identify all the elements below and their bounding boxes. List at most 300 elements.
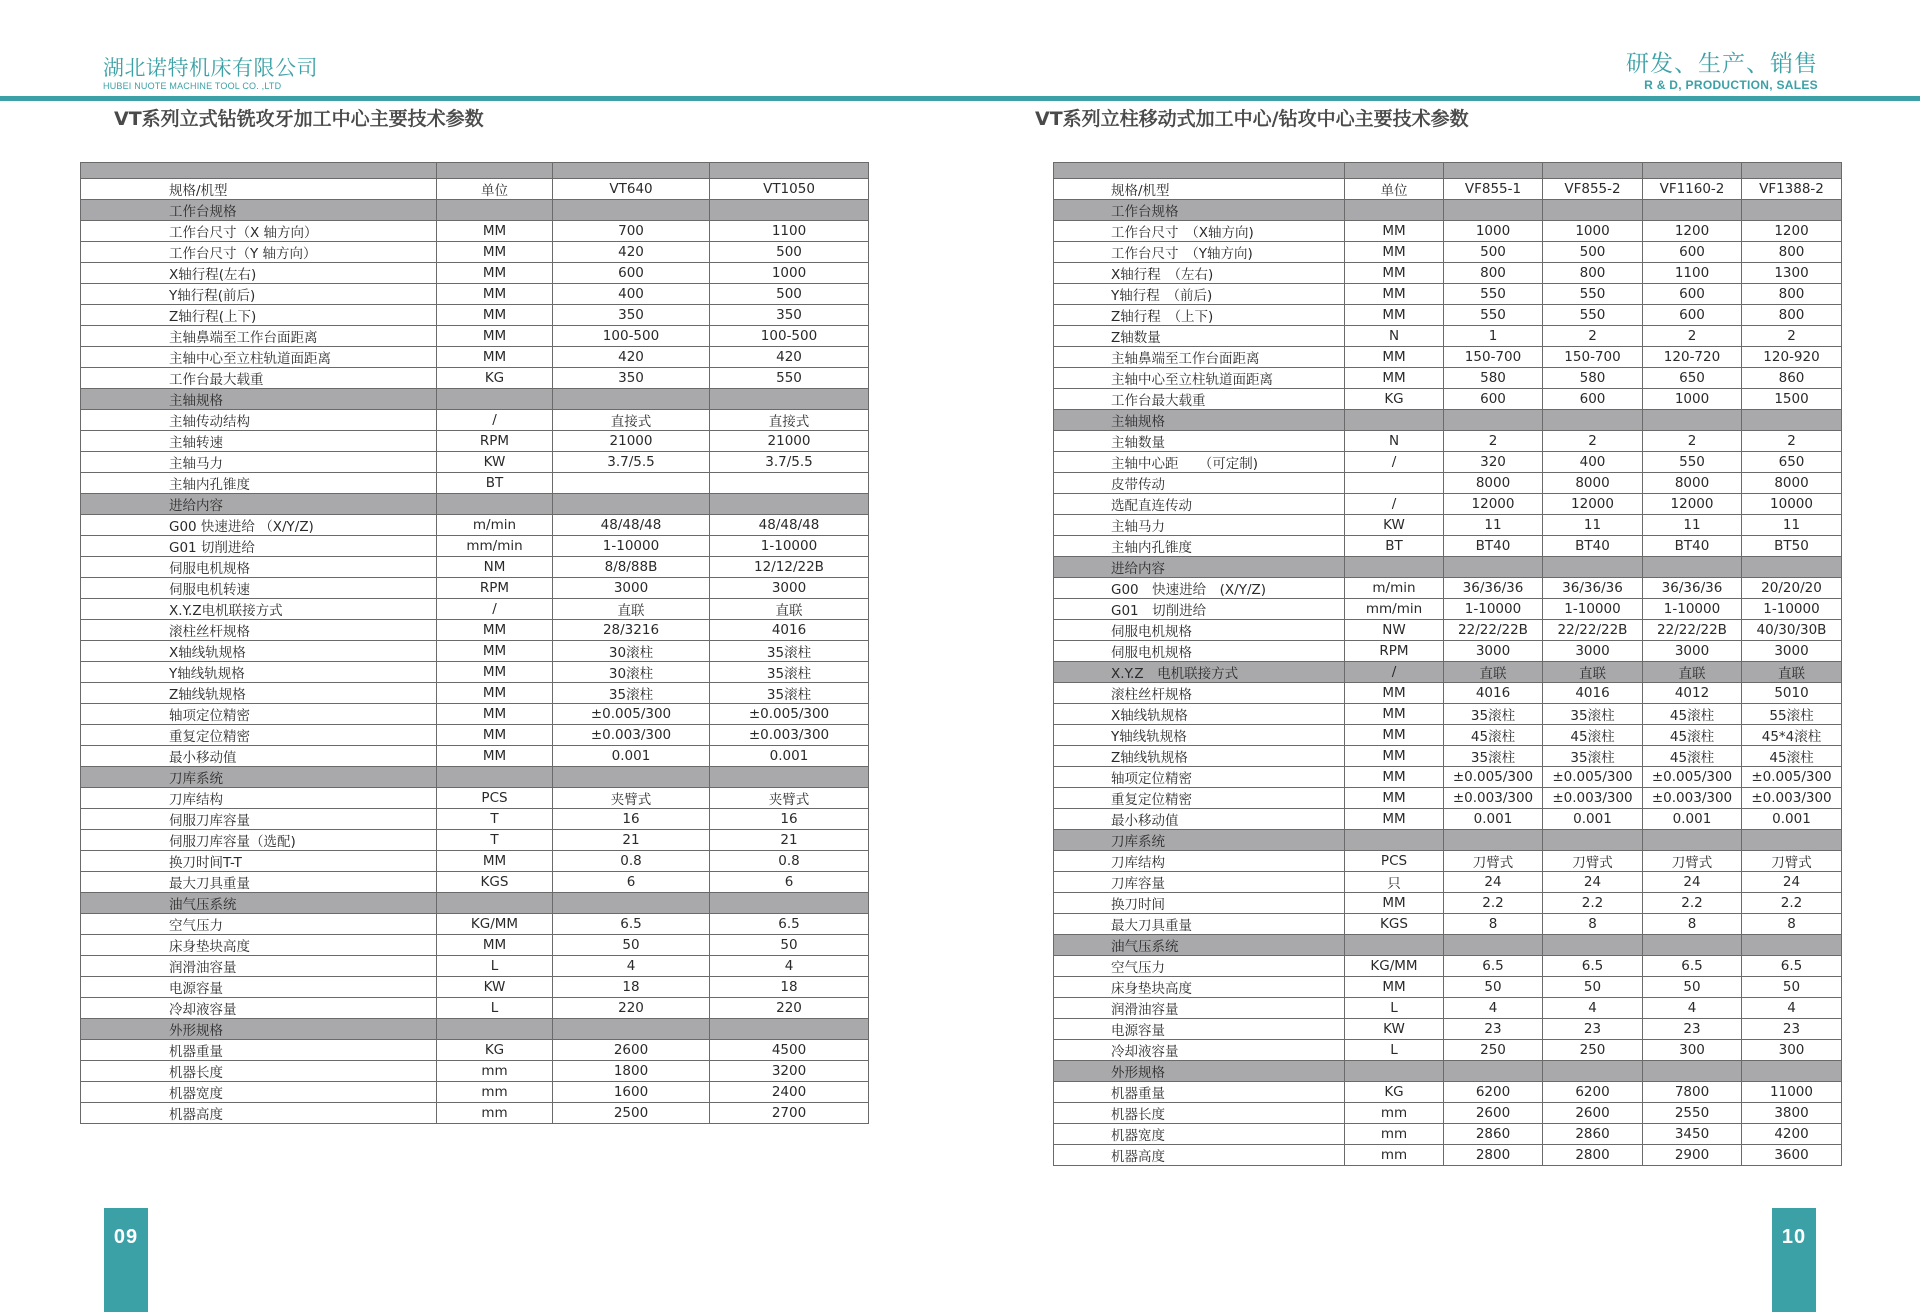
spec-value: 30滚柱 [553, 641, 710, 662]
spec-label: Z轴行程 （上下) [1054, 304, 1345, 325]
spec-value: BT40 [1643, 535, 1742, 556]
spec-label: X.Y.Z电机联接方式 [81, 599, 437, 620]
spec-value: 550 [710, 368, 869, 389]
spec-unit: MM [437, 704, 553, 725]
spec-value [710, 389, 869, 410]
table-row [81, 599, 869, 620]
spec-label: 工作台最大载重 [81, 368, 437, 389]
table-row [81, 221, 869, 242]
spec-value: 1500 [1742, 388, 1842, 409]
spec-value: 45滚柱 [1543, 724, 1643, 745]
spec-value: 2.2 [1543, 892, 1643, 913]
spec-unit: MM [1345, 346, 1444, 367]
table-row [1054, 976, 1842, 997]
spec-value: 3.7/5.5 [710, 452, 869, 473]
spec-value: 刀臂式 [1742, 850, 1842, 871]
table-row [81, 746, 869, 767]
spec-value: 24 [1643, 871, 1742, 892]
model-name: VT1050 [710, 179, 869, 200]
spec-unit: / [437, 599, 553, 620]
table-section-row [1054, 199, 1842, 220]
table-section-row [1054, 934, 1842, 955]
spec-value: 2600 [1543, 1102, 1643, 1123]
table-row [1054, 1039, 1842, 1060]
spec-value: 2860 [1543, 1123, 1643, 1144]
spec-value: 22/22/22B [1543, 619, 1643, 640]
spec-value: 23 [1543, 1018, 1643, 1039]
spec-unit: MM [437, 221, 553, 242]
table-row [81, 263, 869, 284]
spec-label: 刀库容量 [1054, 871, 1345, 892]
spec-value: BT40 [1444, 535, 1543, 556]
spec-value: 35滚柱 [1444, 745, 1543, 766]
spec-value: 0.001 [710, 746, 869, 767]
spec-value: 22/22/22B [1444, 619, 1543, 640]
spec-label: 选配直连传动 [1054, 493, 1345, 514]
spec-value: 6 [553, 872, 710, 893]
spec-unit: MM [1345, 766, 1444, 787]
spec-label: 机器长度 [1054, 1102, 1345, 1123]
spec-value: 35滚柱 [710, 662, 869, 683]
spec-value: 4016 [1543, 682, 1643, 703]
table-row [81, 578, 869, 599]
spec-value: 直联 [1543, 661, 1643, 682]
spec-label: 润滑油容量 [81, 956, 437, 977]
table-row [81, 809, 869, 830]
spec-value: ±0.005/300 [1742, 766, 1842, 787]
spec-label: G01 切削进给 [81, 536, 437, 557]
left-section-title: VT系列立式钻铣攻牙加工中心主要技术参数 [114, 108, 484, 130]
section-label: 刀库系统 [1054, 829, 1345, 850]
page-number-left: 09 [113, 1226, 139, 1248]
spec-value [1543, 829, 1643, 850]
table-section-row [81, 1019, 869, 1040]
spec-value: 1000 [1643, 388, 1742, 409]
table-row [81, 662, 869, 683]
spec-value: 3000 [1742, 640, 1842, 661]
spec-unit: KG/MM [437, 914, 553, 935]
spec-label: 工作台尺寸 （Y轴方向) [1054, 241, 1345, 262]
spec-value: ±0.003/300 [1643, 787, 1742, 808]
spec-unit: MM [437, 347, 553, 368]
spec-unit: RPM [1345, 640, 1444, 661]
spec-value: 1800 [553, 1061, 710, 1082]
spec-value: 600 [1643, 241, 1742, 262]
spec-value: 2.2 [1742, 892, 1842, 913]
spec-unit: T [437, 809, 553, 830]
spec-value: 3000 [1444, 640, 1543, 661]
spec-value: 1-10000 [1444, 598, 1543, 619]
spec-value: 600 [1643, 283, 1742, 304]
page-number-tab-right [1772, 1208, 1816, 1312]
table-row [81, 914, 869, 935]
spec-value: 23 [1444, 1018, 1543, 1039]
spec-label: 工作台尺寸（Y 轴方向） [81, 242, 437, 263]
spec-value: 24 [1444, 871, 1543, 892]
spec-label: 换刀时间T-T [81, 851, 437, 872]
section-label: 进给内容 [1054, 556, 1345, 577]
spec-value: 150-700 [1444, 346, 1543, 367]
top-band-cell [437, 163, 553, 179]
table-row [1054, 619, 1842, 640]
spec-value: ±0.003/300 [1742, 787, 1842, 808]
table-row [1054, 787, 1842, 808]
spec-value: 22/22/22B [1643, 619, 1742, 640]
spec-unit: KW [1345, 514, 1444, 535]
spec-label: X轴行程(左右) [81, 263, 437, 284]
spec-unit: KG [437, 368, 553, 389]
spec-label: 换刀时间 [1054, 892, 1345, 913]
table-row [1054, 304, 1842, 325]
table-row [1054, 472, 1842, 493]
spec-unit: mm [1345, 1102, 1444, 1123]
spec-value: 2550 [1643, 1102, 1742, 1123]
table-row [1054, 703, 1842, 724]
spec-unit: 单位 [1345, 178, 1444, 199]
table-row [1054, 871, 1842, 892]
spec-label: 皮带传动 [1054, 472, 1345, 493]
top-band-cell [1742, 163, 1842, 179]
spec-unit: N [1345, 430, 1444, 451]
spec-value: 刀臂式 [1643, 850, 1742, 871]
spec-value: 2600 [553, 1040, 710, 1061]
spec-value [553, 389, 710, 410]
spec-unit: MM [1345, 283, 1444, 304]
spec-value [1444, 1060, 1543, 1081]
model-name: VF1388-2 [1742, 178, 1842, 199]
spec-value: 1200 [1742, 220, 1842, 241]
spec-unit: L [1345, 1039, 1444, 1060]
spec-unit: KGS [437, 872, 553, 893]
table-row [81, 935, 869, 956]
spec-value: 550 [1444, 283, 1543, 304]
spec-value [1643, 934, 1742, 955]
spec-value: 刀臂式 [1444, 850, 1543, 871]
spec-value: 50 [553, 935, 710, 956]
spec-unit: / [437, 410, 553, 431]
spec-label: 工作台尺寸 （X轴方向) [1054, 220, 1345, 241]
spec-value: ±0.003/300 [1444, 787, 1543, 808]
spec-unit: L [437, 956, 553, 977]
spec-value: 12000 [1643, 493, 1742, 514]
spec-label: 最大刀具重量 [1054, 913, 1345, 934]
spec-value: 6.5 [1643, 955, 1742, 976]
spec-label: 刀库结构 [1054, 850, 1345, 871]
spec-value [553, 893, 710, 914]
table-row [81, 536, 869, 557]
spec-label: Y轴行程(前后) [81, 284, 437, 305]
spec-value [1742, 199, 1842, 220]
spec-unit: MM [437, 662, 553, 683]
spec-value: 28/3216 [553, 620, 710, 641]
spec-label: 伺服刀库容量 [81, 809, 437, 830]
spec-value: 直联 [1643, 661, 1742, 682]
spec-value: 4 [1643, 997, 1742, 1018]
spec-unit: KW [437, 452, 553, 473]
spec-value [1543, 409, 1643, 430]
spec-label: 电源容量 [81, 977, 437, 998]
spec-value: 36/36/36 [1444, 577, 1543, 598]
spec-value: 3000 [1643, 640, 1742, 661]
spec-label: 主轴内孔锥度 [1054, 535, 1345, 556]
table-row [1054, 913, 1842, 934]
table-row [81, 347, 869, 368]
company-name-cn: 湖北诺特机床有限公司 [103, 56, 318, 80]
spec-label: 主轴中心距 （可定制) [1054, 451, 1345, 472]
spec-value: 3600 [1742, 1144, 1842, 1165]
spec-value: 35滚柱 [1543, 745, 1643, 766]
section-label: 工作台规格 [81, 200, 437, 221]
table-row [81, 473, 869, 494]
spec-value: 4016 [710, 620, 869, 641]
table-row [1054, 262, 1842, 283]
spec-value: 36/36/36 [1643, 577, 1742, 598]
spec-value: 直联 [553, 599, 710, 620]
top-band-cell [81, 163, 437, 179]
spec-label: G00 快速进给 （X/Y/Z) [81, 515, 437, 536]
model-name: VT640 [553, 179, 710, 200]
top-band-cell [710, 163, 869, 179]
spec-value: 2600 [1444, 1102, 1543, 1123]
spec-unit: MM [437, 326, 553, 347]
top-band-cell [1643, 163, 1742, 179]
spec-label: 空气压力 [81, 914, 437, 935]
spec-value: 35滚柱 [710, 641, 869, 662]
table-row [81, 956, 869, 977]
table-row [1054, 367, 1842, 388]
spec-label: 滚柱丝杆规格 [1054, 682, 1345, 703]
spec-unit: MM [1345, 220, 1444, 241]
table-section-row [81, 767, 869, 788]
spec-label: 最大刀具重量 [81, 872, 437, 893]
spec-value: ±0.005/300 [710, 704, 869, 725]
spec-value: 1 [1444, 325, 1543, 346]
spec-value: 320 [1444, 451, 1543, 472]
spec-value: 500 [710, 242, 869, 263]
spec-unit: mm/min [437, 536, 553, 557]
spec-label: 机器重量 [1054, 1081, 1345, 1102]
spec-value: 45滚柱 [1643, 703, 1742, 724]
spec-value: 12/12/22B [710, 557, 869, 578]
spec-label: Y轴线轨规格 [81, 662, 437, 683]
spec-value [1742, 1060, 1842, 1081]
spec-value: 4012 [1643, 682, 1742, 703]
table-row [1054, 346, 1842, 367]
table-row [81, 977, 869, 998]
spec-value [1643, 829, 1742, 850]
section-label: 外形规格 [1054, 1060, 1345, 1081]
spec-value [1444, 556, 1543, 577]
spec-value: BT50 [1742, 535, 1842, 556]
spec-unit: MM [1345, 703, 1444, 724]
spec-value: 18 [553, 977, 710, 998]
table-row [81, 704, 869, 725]
spec-value: 3000 [710, 578, 869, 599]
spec-value: 直接式 [553, 410, 710, 431]
spec-unit: BT [1345, 535, 1444, 556]
spec-value: 10000 [1742, 493, 1842, 514]
spec-label: 机器高度 [81, 1103, 437, 1124]
table-row [81, 242, 869, 263]
spec-value: 6.5 [1543, 955, 1643, 976]
spec-value: 1-10000 [1643, 598, 1742, 619]
spec-label: 伺服刀库容量（选配) [81, 830, 437, 851]
spec-unit: MM [1345, 745, 1444, 766]
spec-value: 550 [1543, 304, 1643, 325]
spec-unit [1345, 829, 1444, 850]
spec-unit: MM [437, 725, 553, 746]
section-label: 主轴规格 [81, 389, 437, 410]
spec-label: 空气压力 [1054, 955, 1345, 976]
spec-value: 2 [1643, 430, 1742, 451]
spec-value: 直联 [1444, 661, 1543, 682]
table-section-row [1054, 1060, 1842, 1081]
spec-value [553, 473, 710, 494]
slogan-cn: 研发、生产、销售 [1626, 51, 1818, 77]
spec-value: 直联 [1742, 661, 1842, 682]
spec-value [1742, 934, 1842, 955]
spec-value: 8/8/88B [553, 557, 710, 578]
spec-value [1444, 409, 1543, 430]
company-logo [103, 55, 318, 91]
spec-label: 主轴马力 [81, 452, 437, 473]
spec-value: 120-720 [1643, 346, 1742, 367]
spec-value: 0.8 [710, 851, 869, 872]
spec-label: 规格/机型 [81, 179, 437, 200]
spec-value: 45滚柱 [1742, 745, 1842, 766]
spec-value: 4500 [710, 1040, 869, 1061]
table-row [81, 1040, 869, 1061]
table-row [81, 452, 869, 473]
spec-unit: 只 [1345, 871, 1444, 892]
spec-value: 580 [1543, 367, 1643, 388]
spec-unit [1345, 472, 1444, 493]
spec-value: 24 [1543, 871, 1643, 892]
spec-label: 机器高度 [1054, 1144, 1345, 1165]
spec-value: 860 [1742, 367, 1842, 388]
spec-value: 1-10000 [710, 536, 869, 557]
table-row [81, 1082, 869, 1103]
spec-unit: MM [437, 284, 553, 305]
spec-value: 600 [1543, 388, 1643, 409]
spec-label: 主轴鼻端至工作台面距离 [1054, 346, 1345, 367]
spec-value: 800 [1444, 262, 1543, 283]
table-section-row [1054, 556, 1842, 577]
spec-value: 35滚柱 [1543, 703, 1643, 724]
table-section-row [1054, 661, 1842, 682]
table-row [1054, 577, 1842, 598]
spec-value: 21 [710, 830, 869, 851]
spec-value: 100-500 [710, 326, 869, 347]
spec-value [710, 767, 869, 788]
section-label: 刀库系统 [81, 767, 437, 788]
spec-label: Y轴线轨规格 [1054, 724, 1345, 745]
table-section-row [1054, 409, 1842, 430]
spec-value: 4 [1444, 997, 1543, 1018]
table-row [81, 305, 869, 326]
table-row [1054, 808, 1842, 829]
table-row [1054, 535, 1842, 556]
table-row [81, 368, 869, 389]
spec-value: 45*4滚柱 [1742, 724, 1842, 745]
spec-value: 400 [553, 284, 710, 305]
spec-value: 600 [1643, 304, 1742, 325]
spec-unit: MM [1345, 304, 1444, 325]
spec-value: 3200 [710, 1061, 869, 1082]
spec-value: 35滚柱 [710, 683, 869, 704]
table-row [81, 557, 869, 578]
spec-value: 2800 [1444, 1144, 1543, 1165]
spec-value: 48/48/48 [710, 515, 869, 536]
spec-value: 2700 [710, 1103, 869, 1124]
spec-value: 1300 [1742, 262, 1842, 283]
spec-value [1543, 556, 1643, 577]
spec-value: 250 [1444, 1039, 1543, 1060]
spec-label: 主轴中心至立柱轨道面距离 [1054, 367, 1345, 388]
spec-value [553, 200, 710, 221]
spec-unit [1345, 556, 1444, 577]
spec-value: 420 [553, 242, 710, 263]
spec-value: 40/30/30B [1742, 619, 1842, 640]
spec-value: 4 [1742, 997, 1842, 1018]
table-row [1054, 682, 1842, 703]
spec-label: X轴行程 （左右) [1054, 262, 1345, 283]
spec-value: 300 [1643, 1039, 1742, 1060]
table-row [1054, 325, 1842, 346]
table-row [1054, 1102, 1842, 1123]
table-row [1054, 493, 1842, 514]
spec-value: BT40 [1543, 535, 1643, 556]
spec-unit: N [1345, 325, 1444, 346]
table-header-row [1054, 178, 1842, 199]
spec-value: ±0.005/300 [1643, 766, 1742, 787]
spec-unit: KW [437, 977, 553, 998]
spec-value [1742, 409, 1842, 430]
spec-value [1543, 1060, 1643, 1081]
spec-value: 8 [1742, 913, 1842, 934]
spec-value: 220 [710, 998, 869, 1019]
table-section-row [81, 893, 869, 914]
spec-value: 23 [1643, 1018, 1742, 1039]
spec-unit: RPM [437, 431, 553, 452]
spec-value [710, 1019, 869, 1040]
spec-value: 550 [1543, 283, 1643, 304]
spec-label: 主轴转速 [81, 431, 437, 452]
spec-unit: MM [1345, 262, 1444, 283]
spec-label: 主轴数量 [1054, 430, 1345, 451]
table-row [1054, 1018, 1842, 1039]
spec-value: 800 [1742, 304, 1842, 325]
spec-label: 刀库结构 [81, 788, 437, 809]
table-row [1054, 724, 1842, 745]
spec-unit [437, 1019, 553, 1040]
spec-unit: MM [1345, 787, 1444, 808]
company-name-en: HUBEI NUOTE MACHINE TOOL CO. ,LTD [103, 81, 282, 91]
spec-value: 11000 [1742, 1081, 1842, 1102]
spec-value: 550 [1643, 451, 1742, 472]
spec-value: 8 [1543, 913, 1643, 934]
page-number-tab-left [104, 1208, 148, 1312]
spec-unit: KG [1345, 388, 1444, 409]
table-row [1054, 514, 1842, 535]
spec-value: 11 [1444, 514, 1543, 535]
section-label: 进给内容 [81, 494, 437, 515]
spec-value [1742, 829, 1842, 850]
table-row [81, 788, 869, 809]
spec-value: 16 [710, 809, 869, 830]
table-row [81, 326, 869, 347]
spec-label: 滚柱丝杆规格 [81, 620, 437, 641]
